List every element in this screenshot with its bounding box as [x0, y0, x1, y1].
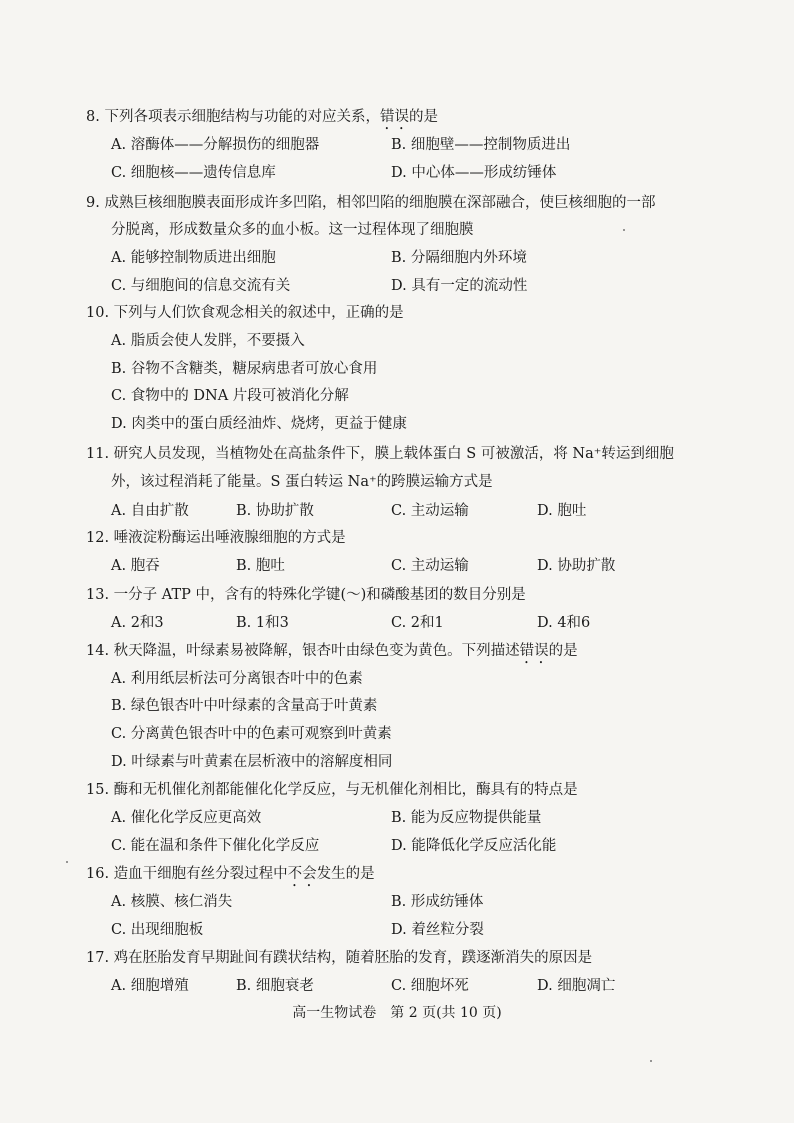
question-13-option-a: A. 2和3 [111, 615, 164, 631]
question-16-text-end: 发生的是 [316, 866, 375, 882]
question-16-option-c: C. 出现细胞板 [111, 922, 204, 938]
emphasis-mark: 错误 [519, 643, 549, 659]
question-10-option-d: D. 肉类中的蛋白质经油炸、烧烤，更益于健康 [111, 416, 407, 432]
question-11-stem-line2: 外，该过程消耗了能量。S 蛋白转运 Na⁺的跨膜运输方式是 [111, 474, 493, 490]
emphasis-mark: 错误 [379, 109, 409, 125]
question-9-stem-line1: 9. 成熟巨核细胞膜表面形成许多凹陷，相邻凹陷的细胞膜在深部融合，使巨核细胞的一部 [86, 195, 656, 211]
question-12-option-c: C. 主动运输 [391, 558, 469, 574]
question-14-stem [86, 641, 578, 667]
question-13-option-b: B. 1和3 [236, 615, 289, 631]
question-8-option-b: B. 细胞壁——控制物质进出 [391, 137, 571, 153]
question-13-stem: 13. 一分子 ATP 中，含有的特殊化学键(～)和磷酸基团的数目分别是 [86, 587, 526, 603]
question-11-option-a: A. 自由扩散 [111, 503, 189, 519]
question-14-text: 14. 秋天降温，叶绿素易被降解，银杏叶由绿色变为黄色。下列描述 [86, 643, 520, 659]
question-15-option-c: C. 能在温和条件下催化化学反应 [111, 838, 320, 854]
question-12-option-b: B. 胞吐 [236, 558, 285, 574]
question-9-option-a: A. 能够控制物质进出细胞 [111, 250, 276, 266]
question-12-option-d: D. 协助扩散 [537, 558, 616, 574]
scan-speck [623, 229, 625, 231]
question-12-option-a: A. 胞吞 [111, 558, 160, 574]
question-10-stem: 10. 下列与人们饮食观念相关的叙述中，正确的是 [86, 305, 404, 321]
question-14-option-c: C. 分离黄色银杏叶中的色素可观察到叶黄素 [111, 726, 392, 742]
question-8-option-c: C. 细胞核——遗传信息库 [111, 165, 276, 181]
scan-speck [66, 861, 68, 863]
question-17-stem: 17. 鸡在胚胎发育早期趾间有蹼状结构，随着胚胎的发育，蹼逐渐消失的原因是 [86, 950, 593, 966]
question-16-option-a: A. 核膜、核仁消失 [111, 894, 233, 910]
question-9-option-b: B. 分隔细胞内外环境 [391, 250, 527, 266]
question-14-option-a: A. 利用纸层析法可分离银杏叶中的色素 [111, 671, 363, 687]
question-16-stem [86, 864, 375, 890]
page-footer: 高一生物试卷 第 2 页(共 10 页) [292, 1005, 502, 1021]
question-15-option-b: B. 能为反应物提供能量 [391, 810, 542, 826]
question-16-text: 16. 造血干细胞有丝分裂过程中 [86, 866, 288, 882]
question-16-option-d: D. 着丝粒分裂 [391, 922, 484, 938]
question-8-option-d: D. 中心体——形成纺锤体 [391, 165, 557, 181]
question-12-stem: 12. 唾液淀粉酶运出唾液腺细胞的方式是 [86, 530, 346, 546]
question-8-text: 8. 下列各项表示细胞结构与功能的对应关系， [86, 109, 380, 125]
question-13-option-d: D. 4和6 [537, 615, 591, 631]
question-17-option-b: B. 细胞衰老 [236, 978, 314, 994]
question-14-option-d: D. 叶绿素与叶黄素在层析液中的溶解度相同 [111, 754, 393, 770]
question-10-option-a: A. 脂质会使人发胖，不要摄入 [111, 333, 305, 349]
question-9-option-d: D. 具有一定的流动性 [391, 278, 528, 294]
question-8-stem [86, 107, 438, 133]
question-13-option-c: C. 2和1 [391, 615, 444, 631]
question-9-option-c: C. 与细胞间的信息交流有关 [111, 278, 291, 294]
question-17-option-d: D. 细胞凋亡 [537, 978, 616, 994]
emphasis-mark: 不会 [287, 866, 317, 882]
question-11-stem-line1: 11. 研究人员发现，当植物处在高盐条件下，膜上载体蛋白 S 可被激活，将 Na⁺转运到细胞 [86, 446, 674, 462]
question-9-stem-line2: 分脱离，形成数量众多的血小板。这一过程体现了细胞膜 [111, 222, 474, 238]
question-14-option-b: B. 绿色银杏叶中叶绿素的含量高于叶黄素 [111, 698, 378, 714]
question-15-stem: 15. 酶和无机催化剂都能催化化学反应，与无机催化剂相比，酶具有的特点是 [86, 782, 578, 798]
question-17-option-c: C. 细胞坏死 [391, 978, 469, 994]
question-11-option-c: C. 主动运输 [391, 503, 469, 519]
question-8-option-a: A. 溶酶体——分解损伤的细胞器 [111, 137, 320, 153]
scan-speck [650, 1060, 652, 1062]
question-15-option-a: A. 催化化学反应更高效 [111, 810, 262, 826]
question-14-text-end: 的是 [548, 643, 578, 659]
question-8-text-end: 的是 [408, 109, 438, 125]
question-17-option-a: A. 细胞增殖 [111, 978, 189, 994]
question-16-option-b: B. 形成纺锤体 [391, 894, 484, 910]
question-15-option-d: D. 能降低化学反应活化能 [391, 838, 557, 854]
question-10-option-b: B. 谷物不含糖类，糖尿病患者可放心食用 [111, 361, 378, 377]
question-11-option-b: B. 协助扩散 [236, 503, 314, 519]
question-10-option-c: C. 食物中的 DNA 片段可被消化分解 [111, 388, 349, 404]
question-11-option-d: D. 胞吐 [537, 503, 587, 519]
